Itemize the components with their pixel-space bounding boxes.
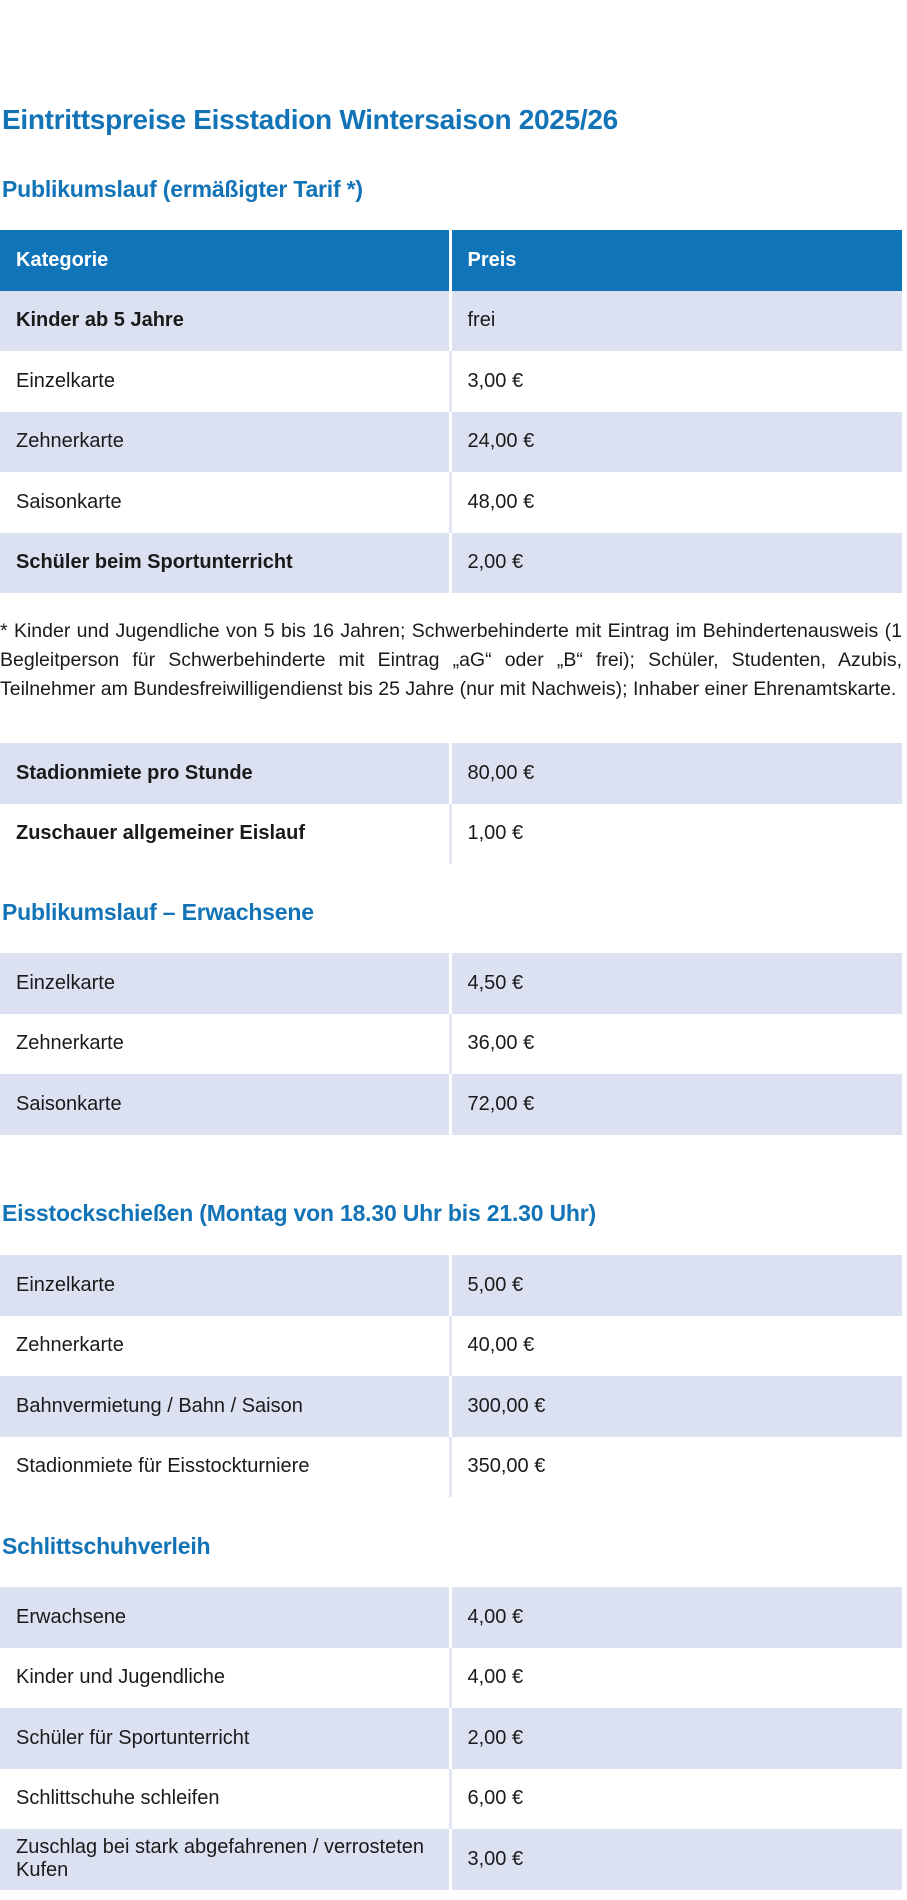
footnote: * Kinder und Jugendliche von 5 bis 16 Jahren; Schwerbehinderte mit Eintrag im Behindertenausweis (1 Begleitperson für Schwerbehinderte mit Eintrag „aG“ oder „B“ frei); Schüler, Studenten, Azubis, Teilnehmer am Bundesfreiwilligendienst bis 25 Jahre (nur mit Nachweis); Inhaber einer Ehrenamtskarte. xyxy=(0,620,902,700)
table-row xyxy=(0,1829,902,1890)
price-cell: 40,00 € xyxy=(467,1334,535,1357)
price-cell: 4,00 € xyxy=(450,1587,902,1648)
table-row xyxy=(0,1708,902,1769)
price-cell: 2,00 € xyxy=(450,1708,902,1769)
price-cell: 3,00 € xyxy=(450,1829,902,1890)
price-cell: frei xyxy=(450,291,902,352)
section-heading-curling: Eisstockschießen (Montag von 18.30 Uhr bis 21.30 Uhr) xyxy=(2,1200,596,1226)
price-cell: 36,00 € xyxy=(467,1032,535,1055)
category-cell: Einzelkarte xyxy=(0,351,450,412)
table-row xyxy=(0,1074,902,1135)
table-row xyxy=(0,412,902,473)
category-cell: Einzelkarte xyxy=(0,1255,450,1316)
price-cell: 1,00 € xyxy=(467,822,524,845)
section-heading-rental: Schlittschuhverleih xyxy=(2,1533,211,1559)
price-cell: 80,00 € xyxy=(450,743,902,804)
price-table-curling xyxy=(0,1255,902,1497)
section-heading-adults: Publikumslauf – Erwachsene xyxy=(2,899,314,925)
price-cell: 2,00 € xyxy=(450,533,902,594)
category-cell: Erwachsene xyxy=(0,1587,450,1648)
price-cell: 3,00 € xyxy=(467,369,524,392)
table-row xyxy=(0,533,902,594)
price-cell: 4,50 € xyxy=(450,953,902,1014)
table-row xyxy=(0,1014,902,1075)
table-row xyxy=(0,1648,902,1709)
category-cell: Zehnerkarte xyxy=(0,1316,450,1377)
table-header-row xyxy=(0,230,902,291)
table-row xyxy=(0,291,902,352)
category-cell: Schüler für Sportunterricht xyxy=(0,1708,450,1769)
price-cell: 72,00 € xyxy=(450,1074,902,1135)
table-row xyxy=(0,472,902,533)
page-title: Eintrittspreise Eisstadion Wintersaison 2025/26 xyxy=(2,104,618,135)
category-cell: Stadionmiete pro Stunde xyxy=(0,743,450,804)
price-cell: 6,00 € xyxy=(467,1787,524,1810)
category-cell: Kinder ab 5 Jahre xyxy=(0,291,450,352)
price-table-reduced xyxy=(0,230,902,593)
table-row xyxy=(0,1376,902,1437)
category-cell: Zehnerkarte xyxy=(0,1014,450,1075)
table-row xyxy=(0,1587,902,1648)
category-cell: Zehnerkarte xyxy=(0,412,450,473)
price-cell: 48,00 € xyxy=(467,490,535,513)
price-cell: 24,00 € xyxy=(450,412,902,473)
category-cell: Saisonkarte xyxy=(0,1074,450,1135)
category-cell: Schüler beim Sportunterricht xyxy=(0,533,450,594)
column-header-category: Kategorie xyxy=(0,230,450,291)
price-table-extra xyxy=(0,743,902,864)
price-table-rental xyxy=(0,1587,902,1890)
table-row xyxy=(0,804,902,865)
table-row xyxy=(0,1437,902,1498)
price-cell: 350,00 € xyxy=(467,1455,546,1478)
table-row xyxy=(0,953,902,1014)
price-cell: 4,00 € xyxy=(467,1666,524,1689)
price-table-adults xyxy=(0,953,902,1135)
category-cell: Bahnvermietung / Bahn / Saison xyxy=(0,1376,450,1437)
column-header-price: Preis xyxy=(450,230,902,291)
table-row xyxy=(0,351,902,412)
table-row xyxy=(0,743,902,804)
price-cell: 300,00 € xyxy=(450,1376,902,1437)
category-cell: Zuschauer allgemeiner Eislauf xyxy=(0,804,450,865)
section-heading-reduced: Publikumslauf (ermäßigter Tarif *) xyxy=(2,176,363,202)
table-row xyxy=(0,1316,902,1377)
category-cell: Stadionmiete für Eisstockturniere xyxy=(0,1437,450,1498)
price-cell: 5,00 € xyxy=(450,1255,902,1316)
category-cell: Zuschlag bei stark abgefahrenen / verrosteten Kufen xyxy=(0,1829,450,1890)
category-cell: Einzelkarte xyxy=(0,953,450,1014)
category-cell: Schlittschuhe schleifen xyxy=(0,1769,450,1830)
category-cell: Saisonkarte xyxy=(0,472,450,533)
table-row xyxy=(0,1255,902,1316)
table-row xyxy=(0,1769,902,1830)
category-cell: Kinder und Jugendliche xyxy=(0,1648,450,1709)
